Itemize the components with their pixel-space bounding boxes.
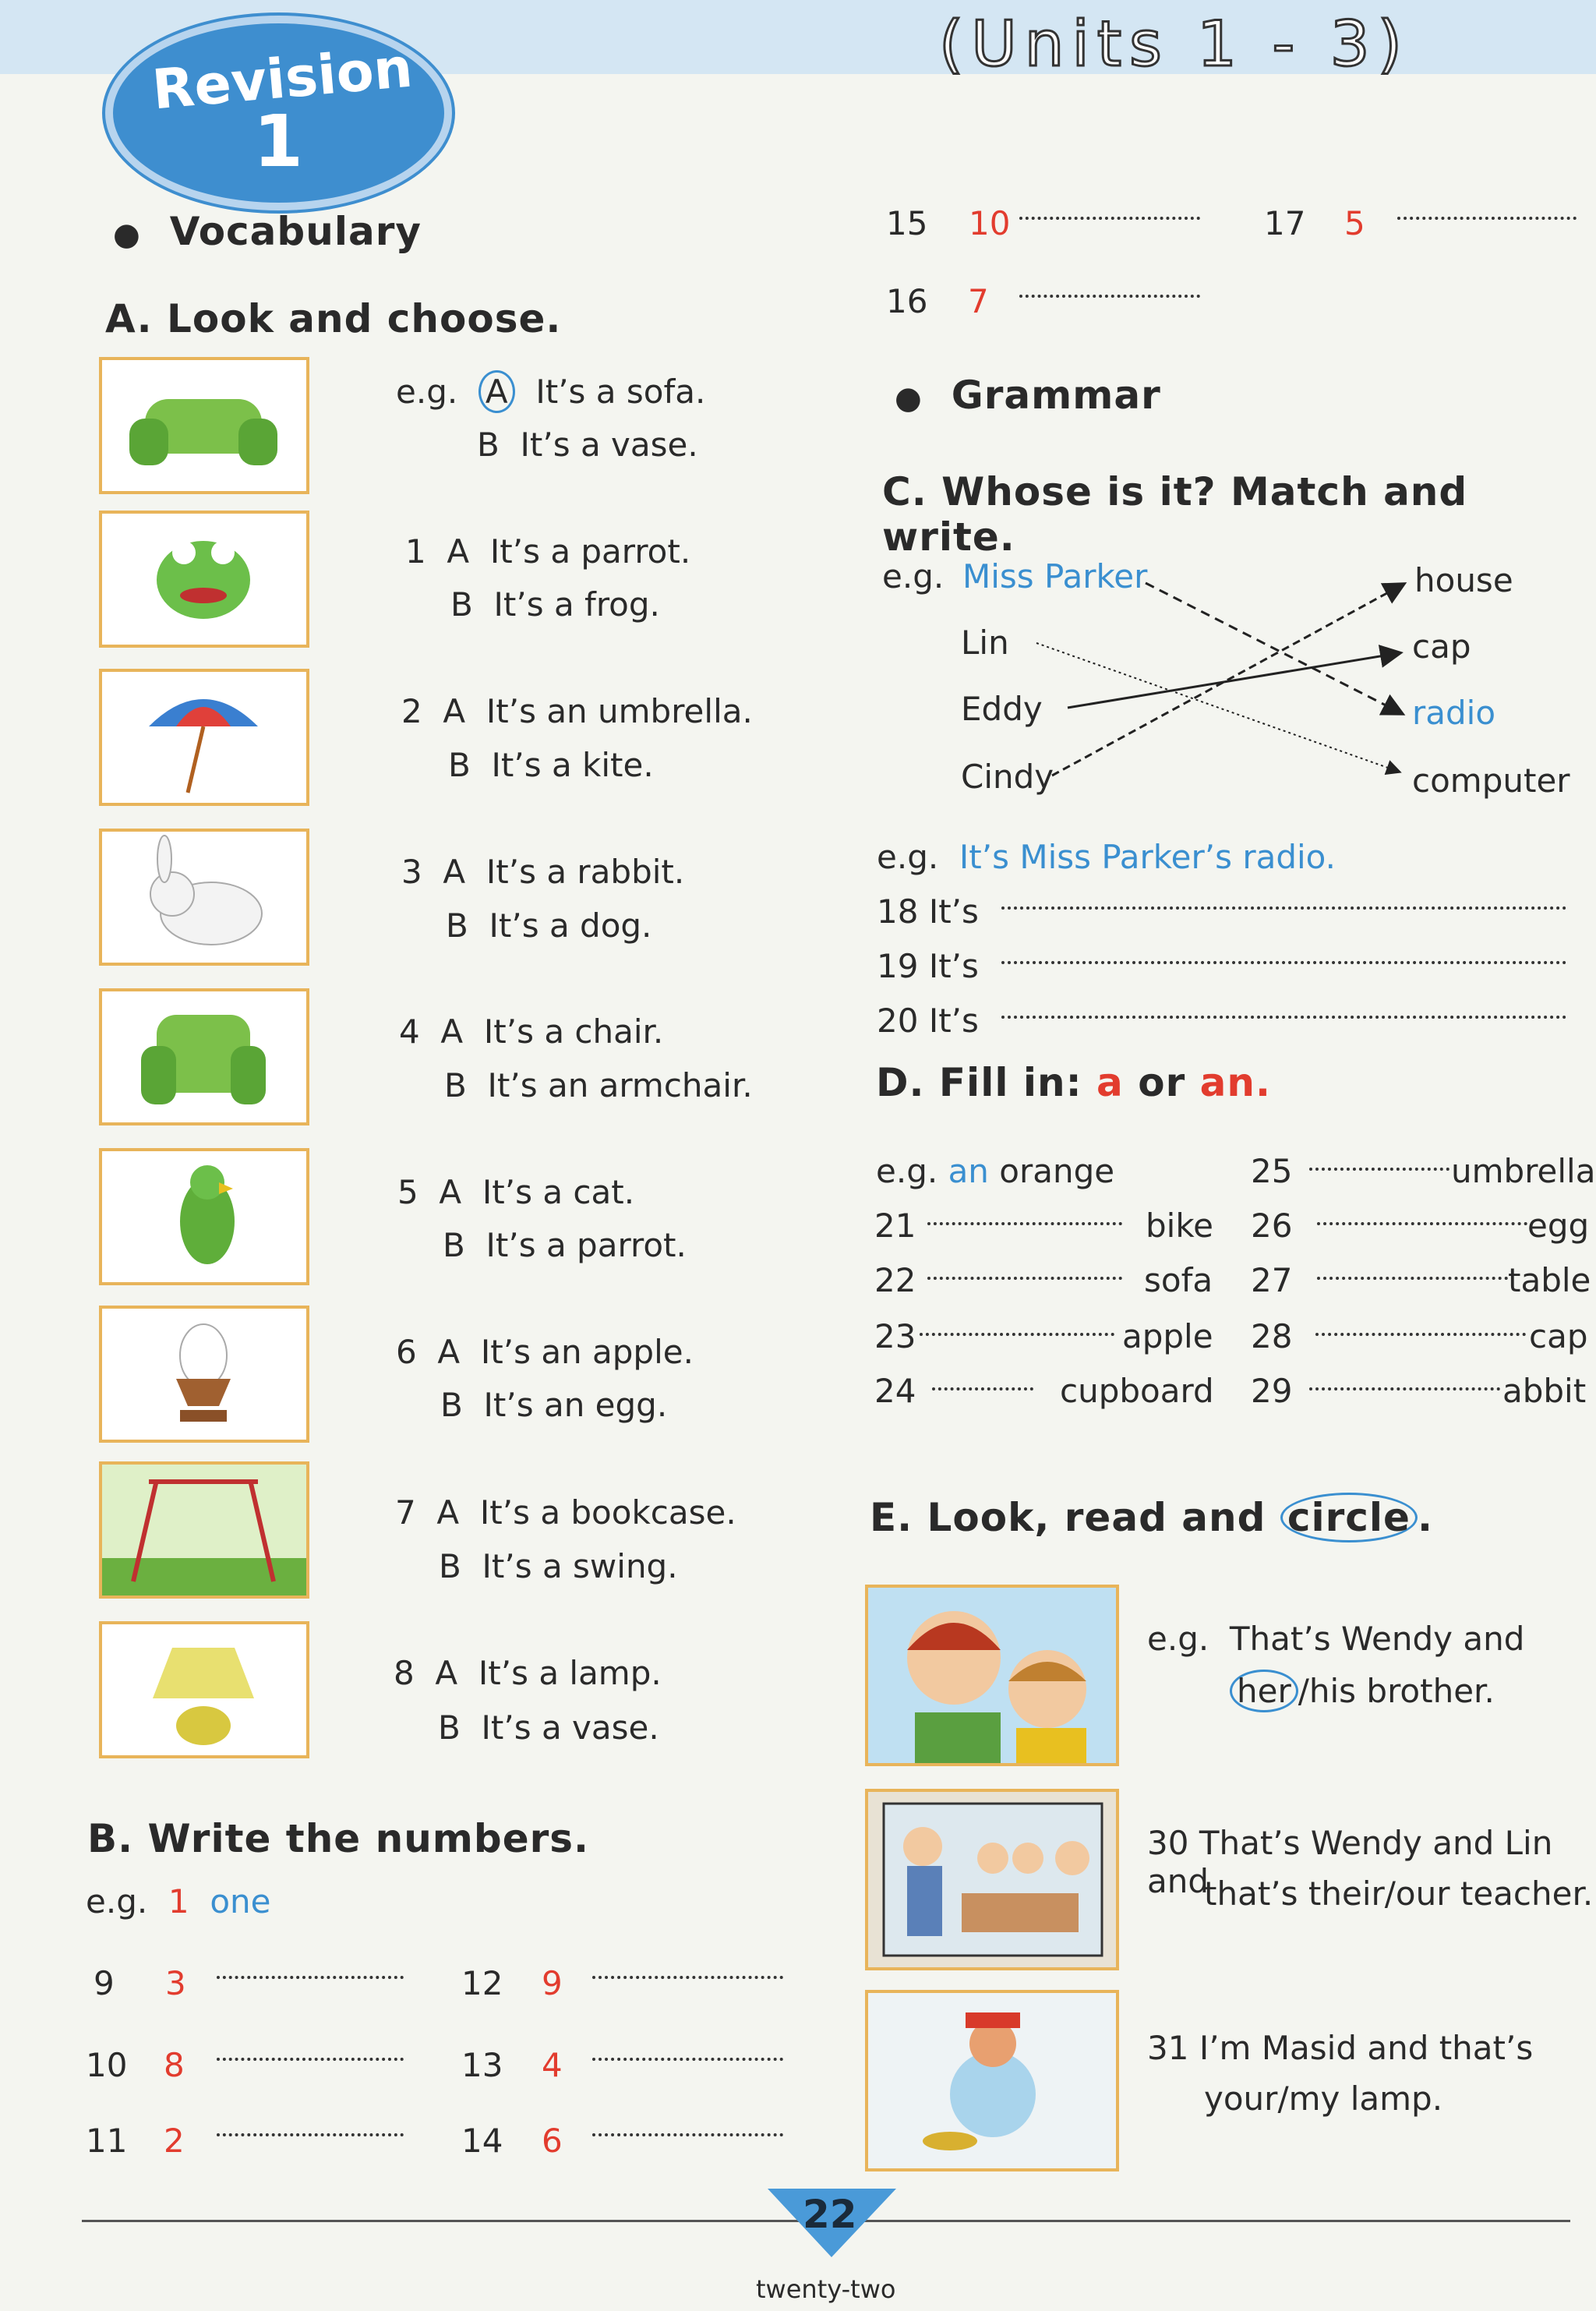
item-2-a: 2 A It’s an umbrella. — [401, 692, 753, 730]
fill-line-26[interactable] — [1317, 1222, 1527, 1225]
vocabulary-heading: ● Vocabulary — [113, 209, 422, 254]
item-7-a: 7 A It’s a bookcase. — [395, 1493, 736, 1532]
item-1-a: 1 A It’s a parrot. — [405, 532, 691, 571]
wendy-brother-picture — [865, 1585, 1119, 1766]
match-line-cindy[interactable] — [1052, 585, 1403, 776]
write-line-19-label: 19 It’s — [877, 947, 979, 985]
number-15-value: 10 — [969, 204, 1011, 242]
person-lin: Lin — [961, 624, 1009, 662]
lamp-picture — [99, 1621, 309, 1758]
choice-their-our[interactable]: their/our — [1308, 1875, 1450, 1913]
answer-line-11[interactable] — [217, 2133, 404, 2136]
e-example-line2: her /his brother. — [1230, 1672, 1495, 1710]
match-line-eddy[interactable] — [1068, 653, 1399, 708]
fill-word-25: umbrella — [1451, 1152, 1596, 1190]
e-item-30-line2: that’s their/our teacher. — [1204, 1875, 1594, 1913]
section-c-example-sentence: e.g. It’s Miss Parker’s radio. — [877, 838, 1336, 876]
fill-word-21: bike — [1146, 1207, 1213, 1245]
thing-radio: radio — [1412, 694, 1496, 732]
teacher-picture — [865, 1789, 1119, 1970]
number-13-value: 4 — [542, 2046, 563, 2084]
example-b-row: B It’s a vase. — [477, 426, 698, 464]
section-b-title: B. Write the numbers. — [87, 1816, 590, 1861]
parrot-picture — [99, 1148, 309, 1285]
item-1-b: B It’s a frog. — [450, 585, 660, 624]
badge-title: Revision — [150, 35, 415, 122]
fill-item-28: 28 — [1251, 1317, 1293, 1355]
number-11-value: 2 — [164, 2122, 185, 2160]
number-item-13: 13 — [461, 2046, 503, 2084]
fill-word-29: abbit — [1502, 1372, 1587, 1410]
write-line-20[interactable] — [1001, 1016, 1566, 1019]
number-10-value: 8 — [164, 2046, 185, 2084]
fill-line-21[interactable] — [927, 1222, 1122, 1225]
fill-item-24: 24 — [874, 1372, 916, 1410]
fill-line-27[interactable] — [1317, 1277, 1508, 1280]
number-9-value: 3 — [165, 1964, 186, 2002]
e-item-31-line2: your/my lamp. — [1204, 2080, 1443, 2118]
number-item-14: 14 — [461, 2122, 503, 2160]
fill-item-26: 26 — [1251, 1207, 1293, 1245]
write-line-20-label: 20 It’s — [877, 1002, 979, 1040]
fill-word-28: cap — [1529, 1317, 1588, 1355]
page-number: 22 — [803, 2192, 857, 2237]
number-item-12: 12 — [461, 1964, 503, 2002]
matching-lines — [0, 0, 1596, 857]
person-miss-parker: Miss Parker — [962, 557, 1148, 595]
fill-word-22: sofa — [1144, 1261, 1213, 1299]
item-2-b: B It’s a kite. — [448, 746, 654, 784]
e-example-line1: e.g. That’s Wendy and — [1147, 1620, 1525, 1658]
item-6-b: B It’s an egg. — [440, 1386, 668, 1424]
section-a-title: A. Look and choose. — [105, 296, 562, 341]
fill-line-24[interactable] — [932, 1387, 1033, 1390]
e-item-31-line1: 31 I’m Masid and that’s — [1147, 2029, 1534, 2067]
match-line-miss-parker — [1146, 583, 1401, 713]
item-3-b: B It’s a dog. — [446, 906, 652, 945]
fill-word-23: apple — [1122, 1317, 1213, 1355]
answer-line-12[interactable] — [592, 1976, 783, 1979]
thing-house: house — [1414, 561, 1513, 599]
genie-lamp-picture — [865, 1990, 1119, 2171]
answer-line-13[interactable] — [592, 2058, 783, 2061]
fill-item-27: 27 — [1251, 1261, 1293, 1299]
fill-line-23[interactable] — [920, 1333, 1114, 1336]
badge-number: 1 — [253, 100, 304, 183]
item-8-b: B It’s a vase. — [438, 1709, 659, 1747]
number-17-value: 5 — [1344, 204, 1365, 242]
grammar-heading: ● Grammar — [895, 373, 1161, 418]
answer-line-9[interactable] — [217, 1976, 404, 1979]
write-line-18[interactable] — [1001, 906, 1566, 910]
egg-picture — [99, 1306, 309, 1443]
fill-line-22[interactable] — [927, 1277, 1122, 1280]
item-5-a: 5 A It’s a cat. — [397, 1173, 635, 1211]
number-item-11: 11 — [86, 2122, 128, 2160]
section-e-title: E. Look, read and circle . — [870, 1495, 1433, 1540]
fill-word-27: table — [1508, 1261, 1591, 1299]
person-cindy: Cindy — [961, 758, 1054, 796]
fill-item-21: 21 — [874, 1207, 916, 1245]
thing-computer: computer — [1412, 761, 1570, 800]
section-b-example: e.g. 1 one — [86, 1882, 271, 1921]
person-eddy: Eddy — [961, 690, 1043, 728]
fill-line-25[interactable] — [1309, 1168, 1449, 1171]
item-3-a: 3 A It’s a rabbit. — [401, 853, 685, 891]
write-line-19[interactable] — [1001, 961, 1566, 964]
number-12-value: 9 — [542, 1964, 563, 2002]
section-c-eg-label: e.g. — [882, 557, 945, 595]
section-d-example: e.g. an orange — [876, 1152, 1115, 1190]
page-number-words: twenty-two — [756, 2274, 896, 2304]
section-d-title: D. Fill in: a or an. — [876, 1060, 1271, 1105]
write-line-18-label: 18 It’s — [877, 892, 979, 931]
e-item-30-line1: 30 That’s Wendy and Lin and — [1147, 1824, 1553, 1900]
armchair-picture — [99, 988, 309, 1125]
example-a-row: e.g. A It’s a sofa. — [396, 373, 705, 411]
fill-item-25: 25 — [1251, 1152, 1293, 1190]
fill-line-28[interactable] — [1315, 1333, 1526, 1336]
item-8-a: 8 A It’s a lamp. — [394, 1654, 662, 1692]
answer-line-14[interactable] — [592, 2133, 783, 2136]
item-6-a: 6 A It’s an apple. — [396, 1333, 694, 1371]
fill-item-29: 29 — [1251, 1372, 1293, 1410]
number-item-15: 15 — [886, 204, 928, 242]
item-5-b: B It’s a parrot. — [443, 1226, 687, 1264]
number-item-16: 16 — [886, 282, 928, 320]
units-title: (Units 1 - 3) — [939, 8, 1410, 80]
thing-cap: cap — [1412, 627, 1471, 666]
number-item-17: 17 — [1264, 204, 1306, 242]
number-item-9: 9 — [94, 1964, 115, 2002]
item-4-b: B It’s an armchair. — [444, 1066, 753, 1104]
fill-line-29[interactable] — [1309, 1387, 1500, 1390]
item-7-b: B It’s a swing. — [439, 1547, 678, 1585]
number-16-value: 7 — [968, 282, 989, 320]
number-item-10: 10 — [86, 2046, 128, 2084]
swing-picture — [99, 1461, 309, 1599]
fill-item-23: 23 — [874, 1317, 916, 1355]
answer-line-10[interactable] — [217, 2058, 404, 2061]
fill-item-22: 22 — [874, 1261, 916, 1299]
choice-your-my[interactable]: your/my — [1204, 2080, 1340, 2118]
item-4-a: 4 A It’s a chair. — [399, 1012, 664, 1051]
section-c-title: C. Whose is it? Match and write. — [882, 469, 1468, 560]
fill-word-24: cupboard — [1060, 1372, 1214, 1410]
number-14-value: 6 — [542, 2122, 563, 2160]
fill-word-26: egg — [1527, 1207, 1590, 1245]
